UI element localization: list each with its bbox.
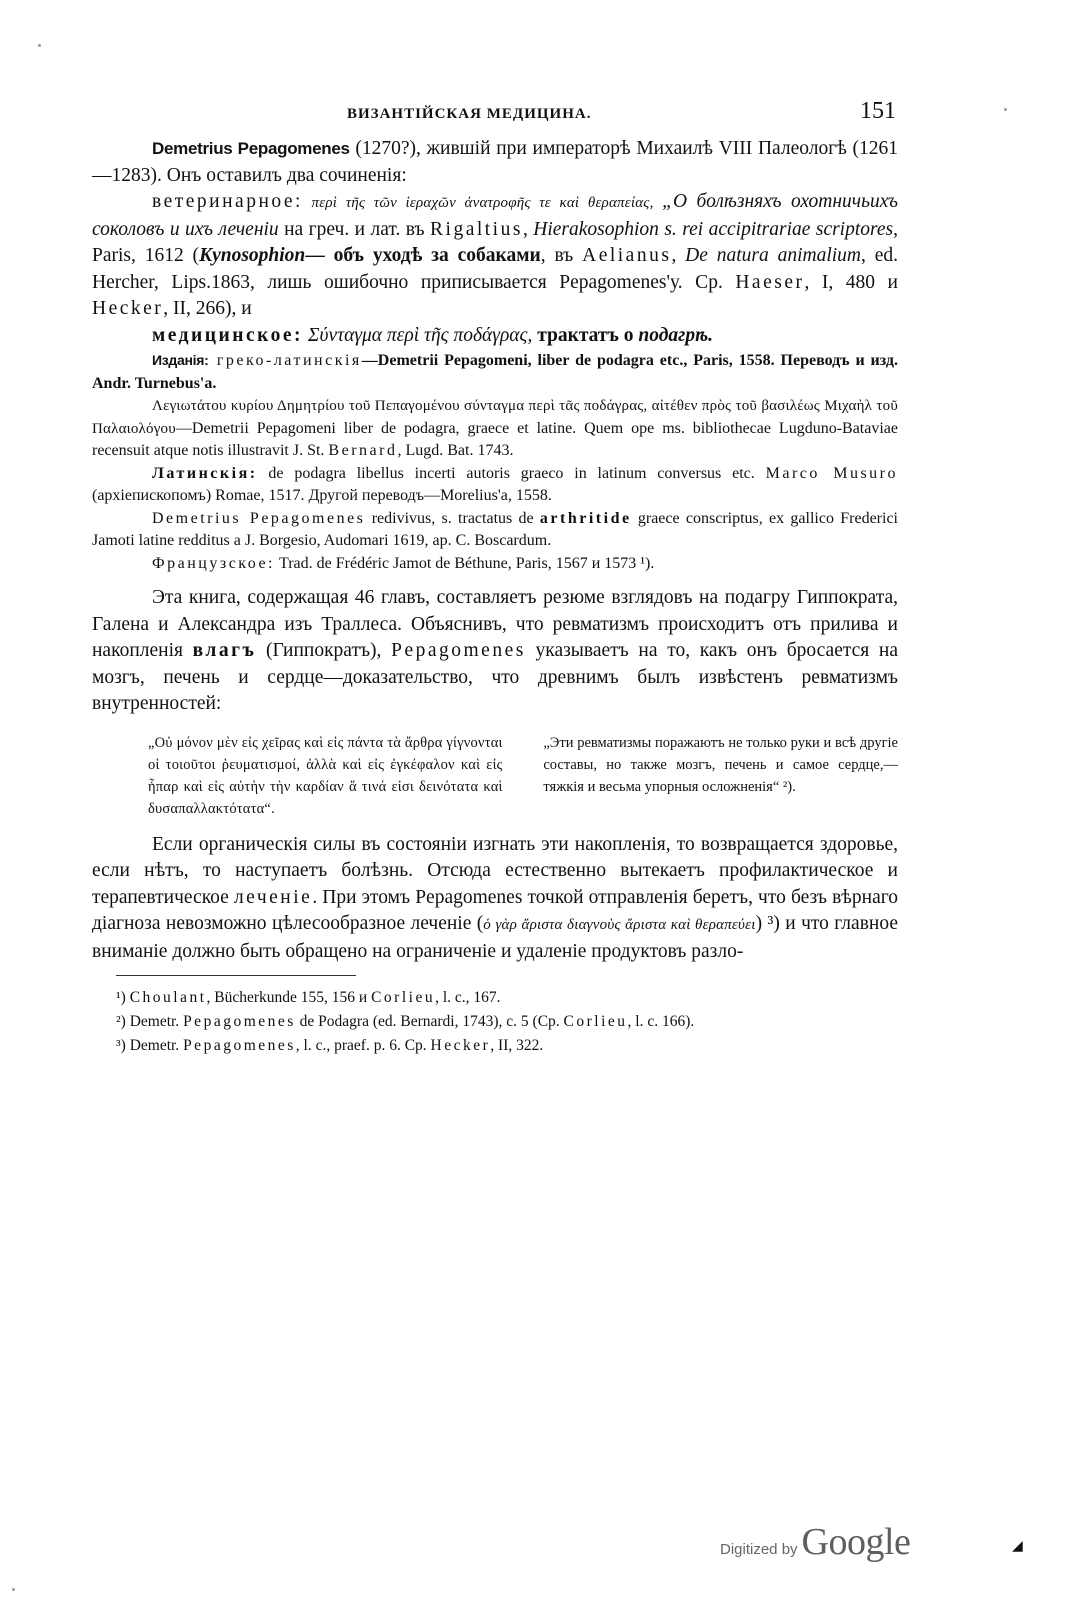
running-header bbox=[92, 96, 898, 136]
french-entry bbox=[92, 553, 898, 576]
text-run: . При этомъ Pepagomenes точкой отправленія беретъ, что безъ вѣрнаго діагноза невозможно цѣлесообразное леченіе ( bbox=[92, 886, 898, 934]
footnotes bbox=[92, 986, 898, 1058]
lechenie: леченіе bbox=[233, 886, 313, 908]
text-run: , bbox=[522, 218, 534, 240]
text-run: , ed. Hercher, Lips.1863, лишь ошибочно приписывается Pepagomenes'у. Ср. bbox=[92, 245, 898, 293]
veterinary-russian-title: „О болѣзняхъ охотничьихъ соколовъ и ихъ леченіи bbox=[92, 191, 898, 240]
rigaltius: Rigaltius bbox=[430, 218, 523, 240]
editions-entry bbox=[92, 349, 898, 395]
paragraph-treatment bbox=[92, 832, 898, 966]
hecker: Hecker bbox=[92, 298, 164, 319]
kynosophion-title: Kynosophion bbox=[199, 245, 306, 266]
scan-speck bbox=[38, 44, 41, 47]
main-text-3 bbox=[92, 832, 898, 966]
text-run: указываетъ на то, какъ онъ бросается на мозгъ, печень и сердце—доказательство, что древнимъ былъ извѣстенъ ревматизмъ внутренностей: bbox=[92, 640, 899, 714]
musuro: Marco Musuro bbox=[765, 464, 898, 482]
corlieu: Corlieu bbox=[563, 1013, 628, 1030]
veterinary-paragraph bbox=[92, 189, 898, 323]
main-text bbox=[92, 136, 898, 349]
corlieu: Corlieu bbox=[371, 989, 436, 1006]
text-run: (Гиппократъ), bbox=[256, 640, 392, 661]
latin-label: Латинскія: bbox=[152, 464, 258, 482]
text-run: de Podagra (ed. Bernardi, 1743), c. 5 (Ср. bbox=[295, 1013, 564, 1030]
author-name: Demetrius Pepagomenes bbox=[152, 139, 350, 158]
text-run: ) ³) и что главное вниманіе должно быть обращено на ограниченіе и удаленіе продуктовъ разло- bbox=[92, 913, 898, 962]
scan-speck bbox=[12, 1588, 15, 1591]
text-run: graece conscriptus, ex gallico Frederici Jamoti latine redditus a J. Borgesio, Audomari 1619, ap. C. Boscardum. bbox=[92, 509, 899, 549]
veterinary-label: ветеринарное: bbox=[152, 191, 303, 212]
text-run: , II, 266), и bbox=[163, 298, 252, 319]
text-run: трактатъ о bbox=[537, 324, 639, 346]
text-run: , I, 480 и bbox=[804, 271, 898, 293]
pepagomenes: Pepagomenes bbox=[183, 1013, 296, 1030]
footnote-3 bbox=[92, 1034, 898, 1058]
paragraph-rheumatism bbox=[92, 585, 898, 718]
text-run: (архіепископомъ) Romae, 1517. Другой переводъ—Morelius'a, 1558. bbox=[92, 487, 552, 504]
editions-label: Изданія: bbox=[152, 352, 209, 368]
text-run: Эта книга, содержащая 46 главъ, составляетъ резюме взглядовъ на подагру Гиппократа, Галена и Александра изъ Траллеса. Объяснивъ, что ревматизмъ происходитъ отъ прилива и накопленія bbox=[92, 587, 898, 661]
footnote-mark: ²) bbox=[116, 1013, 126, 1030]
text-run: , Bücherkunde 155, 156 и bbox=[206, 989, 372, 1006]
footnote-1 bbox=[92, 986, 898, 1010]
greek-maxim: ὁ γὰρ ἄριστα διαγνοὺς ἄριστα καὶ θεραπεύει bbox=[483, 917, 756, 933]
medical-paragraph bbox=[92, 323, 898, 350]
de-natura-title: De natura animalium bbox=[685, 245, 861, 266]
pepagomenes: Pepagomenes bbox=[183, 1037, 296, 1054]
text-run: Trad. de Frédéric Jamot de Béthune, Paris, 1567 и 1573 ¹). bbox=[275, 554, 655, 572]
footnote-mark: ³) bbox=[116, 1037, 126, 1054]
text-run: Если органическія силы въ состояніи изгнать эти накопленія, то возвращается здоровье, если нѣтъ, то наступаетъ болѣзнь. Отсюда естественно вытекаетъ профилактическое и терапевтическое bbox=[92, 833, 898, 908]
veterinary-greek-title: περὶ τῆς τῶν ἱεραχῶν ἀνατροφῆς τε καὶ θεραπείας, bbox=[302, 195, 663, 211]
choulant: Choulant bbox=[129, 989, 207, 1006]
page-corner-arrow-icon: ◢ bbox=[1012, 1539, 1023, 1554]
text-run: , l. c., praef. p. 6. Ср. bbox=[295, 1037, 431, 1054]
medical-greek-title: Σύνταγμα περὶ τῆς ποδάγρας, bbox=[303, 324, 538, 346]
arthritide: arthritide bbox=[539, 509, 632, 527]
book-page bbox=[92, 96, 898, 1058]
bibliography bbox=[92, 349, 898, 575]
main-text-2 bbox=[92, 585, 898, 718]
greek-title: Λεγιωτάτου κυρίου Δημητρίου τοῦ Πεπαγομένου σύνταγμα περὶ τᾶς ποδάγρας, αἰτέθεν πρὸς τοῦ βασιλέως Μιχαὴλ τοῦ Παλαιολόγου bbox=[92, 398, 898, 437]
text-run: —Demetrii Pepagomeni, liber de podagra etc., Paris, 1558. Переводъ и изд. Andr. Turnebus'a. bbox=[92, 352, 899, 392]
text-run: , l. c. 166). bbox=[627, 1013, 695, 1030]
hecker: Hecker bbox=[430, 1037, 491, 1054]
google-logo: Google bbox=[801, 1521, 911, 1563]
text-run: , Lugd. Bat. 1743. bbox=[397, 442, 514, 459]
running-title: ВИЗАНТІЙСКАЯ МЕДИЦИНА. bbox=[347, 106, 592, 122]
aelianus: Aelianus bbox=[582, 245, 672, 266]
greek-title-entry bbox=[92, 395, 898, 463]
pepagomenes: Pepagomenes bbox=[391, 640, 526, 661]
digitized-by-google-watermark bbox=[720, 1520, 910, 1564]
text-run: Demetr. bbox=[125, 1037, 184, 1054]
haeser: Haeser bbox=[735, 271, 805, 293]
text-run: греко-латинскія bbox=[208, 352, 362, 369]
intro-paragraph bbox=[92, 136, 898, 189]
text-run: подагрѣ. bbox=[638, 324, 713, 346]
medical-label: медицинское: bbox=[152, 324, 304, 346]
redivivus-entry bbox=[92, 508, 898, 553]
text-run: —Demetrii Pepagomeni liber de podagra, graece et latine. Quem ope ms. bibliothecae Lugduno-Batavіae recensuit atque notis illustravit J. St. bbox=[92, 419, 898, 459]
text-run: , въ bbox=[540, 245, 583, 266]
page-number: 151 bbox=[860, 98, 896, 124]
footnote-2 bbox=[92, 1010, 898, 1034]
footnote-rule bbox=[116, 975, 356, 976]
vlag: влагъ bbox=[192, 640, 257, 661]
scan-speck bbox=[1004, 108, 1007, 111]
text-run: — объ уходѣ за собаками bbox=[305, 245, 541, 266]
latin-entry bbox=[92, 463, 898, 508]
text-run: , II, 322. bbox=[490, 1037, 544, 1054]
text-run: на греч. и лат. въ bbox=[278, 218, 431, 240]
hierakosophion-title: Hierakosophion s. rei accipitrariae scriptores bbox=[533, 218, 894, 240]
quote-russian: „Эти ревматизмы поражаютъ не только руки и всѣ другіе составы, но также мозгъ, печень и самое сердце,— тяжкія и весьма упорныя осложненія“ ²). bbox=[543, 734, 898, 795]
redivivus-author: Demetrius Pepagomenes bbox=[152, 509, 366, 527]
footnote-mark: ¹) bbox=[116, 989, 126, 1006]
text-run: , bbox=[671, 245, 686, 266]
parallel-quotation bbox=[92, 732, 898, 820]
text-run: , Paris, 1612 ( bbox=[92, 218, 899, 266]
digitized-by-label: Digitized by bbox=[720, 1541, 798, 1558]
text-run: , l. c., 167. bbox=[435, 989, 501, 1006]
intro-text: (1270?), жившій при императорѣ Михаилѣ VIII Палеологѣ (1261—1283). Онъ оставилъ два сочиненія: bbox=[92, 138, 898, 186]
quote-greek: „Οὐ μόνον μὲν εἰς χεῖρας καὶ εἰς πάντα τὰ ἄρθρα γίγνονται οἱ τοιοῦτοι ῥευματισμοί, ἀλλὰ καὶ εἰς ἐγκέφαλον καὶ εἰς ἧπαρ καὶ εἰς αὐτὴν τὴν καρδίαν ἅ τινά εἰσι δεινότατα καὶ δυσαπαλλακτότατα“. bbox=[148, 734, 503, 817]
bernard: Bernard bbox=[328, 442, 398, 459]
text-run: Demetr. bbox=[125, 1013, 184, 1030]
text-run: redivivus, s. tractatus de bbox=[365, 509, 540, 527]
french-label: Французское: bbox=[152, 554, 275, 572]
text-run: de podagra libellus incerti autoris graeco in latinum conversus etc. bbox=[257, 464, 766, 482]
